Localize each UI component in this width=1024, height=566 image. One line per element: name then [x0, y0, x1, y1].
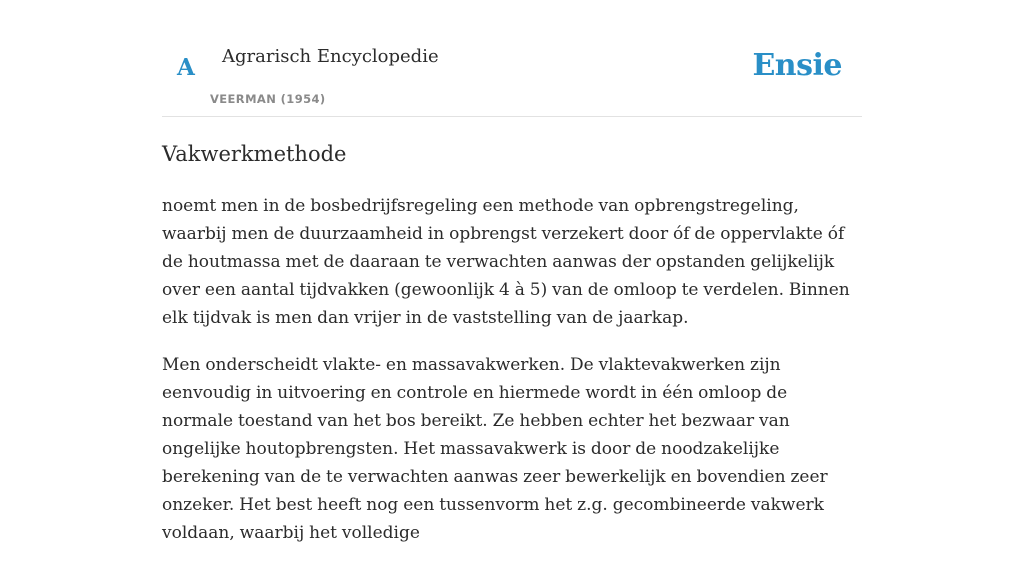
- article-body: [162, 192, 862, 566]
- ensie-logo-link[interactable]: Ensie: [752, 48, 842, 83]
- article-paragraph-2: Men onderscheidt vlakte- en massavakwerken. De vlaktevakwerken zijn eenvoudig in uitvoering en controle en hiermede wordt in één omloop de normale toestand van het bos bereikt. Ze hebben echter het bezwaar van ongelijke houtopbrengsten. Het massavakwerk is door de noodzakelijke berekening van de te verwachten aanwas zeer bewerkelijk en bovendien zeer onzeker. Het best heeft nog een tussenvorm het z.g. gecombineerde vakwerk voldaan, waarbij het volledige: [162, 355, 828, 543]
- letter-index-link[interactable]: A: [177, 54, 195, 81]
- encyclopedia-title-link[interactable]: Agrarisch Encyclopedie: [222, 46, 439, 67]
- article-paragraph-1: noemt men in de bosbedrijfsregeling een methode van opbrengstregeling, waarbij men de duurzaamheid in opbrengst verzekert door óf de oppervlakte óf de houtmassa met de daaraan te verwachten aanwas der opstanden gelijkelijk over een aantal tijdvakken (gewoonlijk 4 à 5) van de omloop te verdelen. Binnen elk tijdvak is men dan vrijer in de vaststelling van de jaarkap.: [162, 196, 850, 328]
- article-title: Vakwerkmethode: [162, 142, 347, 166]
- page-header: [162, 0, 862, 117]
- edition-label: VEERMAN (1954): [210, 92, 326, 106]
